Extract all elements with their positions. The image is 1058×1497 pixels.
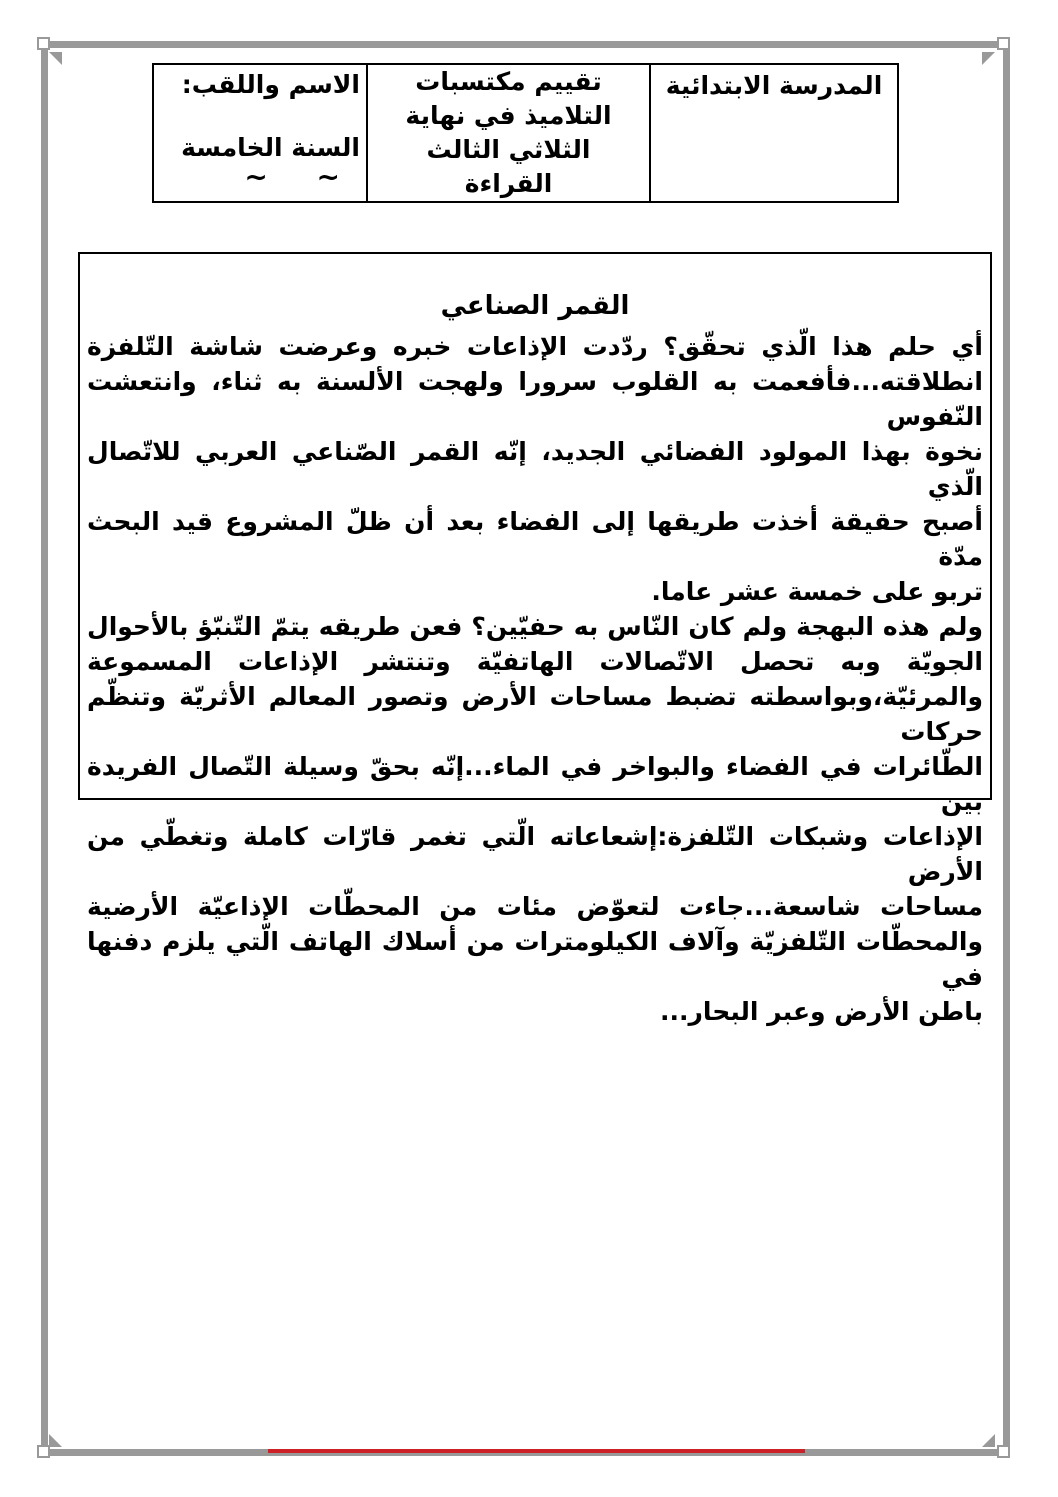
header-row bbox=[153, 64, 898, 202]
assessment-line-1: تقييم مكتسبات bbox=[415, 67, 602, 96]
reading-passage-box bbox=[78, 252, 992, 1026]
assessment-line-4: القراءة bbox=[464, 169, 553, 198]
passage-body bbox=[87, 329, 983, 1029]
passage-line: تربو على خمسة عشر عاما. bbox=[651, 577, 983, 606]
passage-title: القمر الصناعي bbox=[440, 291, 630, 321]
corner-square-top-left bbox=[37, 37, 50, 50]
passage-line: والمحطّات التّلفزيّة وآلاف الكيلومترات من أسلاك الهاتف الّتي يلزم دفنها في bbox=[87, 927, 983, 991]
passage-line: باطن الأرض وعبر البحار... bbox=[660, 997, 983, 1026]
corner-triangle-bottom-right bbox=[982, 1434, 995, 1447]
name-label: الاسم واللقب: bbox=[181, 70, 360, 99]
corner-triangle-top-left bbox=[49, 52, 62, 65]
passage-line: والمرئيّة،وبواسطته تضبط مساحات الأرض وتصور المعالم الأثريّة وتنظّم حركات bbox=[87, 682, 983, 746]
red-underline-rule bbox=[268, 1449, 805, 1453]
passage-line: مساحات شاسعة...جاءت لتعوّض مئات من المحطّات الإذاعيّة الأرضية bbox=[87, 892, 983, 921]
grade-label: السنة الخامسة bbox=[181, 133, 360, 162]
passage-line: ولم هذه البهجة ولم كان النّاس به حفيّين؟ فعن طريقه يتمّ التّنبّؤ بالأحوال bbox=[87, 612, 983, 641]
school-name: المدرسة الابتدائية bbox=[665, 71, 883, 100]
corner-triangle-top-right bbox=[982, 52, 995, 65]
assessment-line-3: الثلاثي الثالث bbox=[426, 135, 591, 164]
passage-line: الإذاعات وشبكات التّلفزة:إشعاعاته الّتي تغمر قارّات كاملة وتغطّي من الأرض bbox=[87, 822, 983, 886]
name-cell bbox=[153, 64, 367, 202]
passage-line: الطّائرات في الفضاء والبواخر في الماء...إنّه بحقّ وسيلة التّصال الفريدة بين bbox=[87, 752, 983, 816]
corner-square-top-right bbox=[997, 37, 1010, 50]
assessment-title-cell bbox=[367, 64, 650, 202]
header-table bbox=[152, 63, 899, 203]
passage-line: أي حلم هذا الّذي تحقّق؟ ردّدت الإذاعات خبره وعرضت شاشة التّلفزة bbox=[87, 332, 983, 361]
passage-line: انطلاقته...فأفعمت به القلوب سرورا ولهجت الألسنة به ثناء، وانتعشت النّفوس bbox=[87, 367, 983, 431]
corner-square-bottom-right bbox=[997, 1445, 1010, 1458]
school-cell bbox=[650, 64, 898, 202]
tilde-marks: ~ ~ bbox=[244, 160, 340, 193]
passage-line: الجويّة وبه تحصل الاتّصالات الهاتفيّة وتنتشر الإذاعات المسموعة bbox=[87, 647, 983, 676]
assessment-line-2: التلاميذ في نهاية bbox=[405, 101, 612, 130]
corner-triangle-bottom-left bbox=[49, 1434, 62, 1447]
passage-line: نخوة بهذا المولود الفضائي الجديد، إنّه القمر الصّناعي العربي للاتّصال الّذي bbox=[87, 437, 983, 501]
passage-line: أصبح حقيقة أخذت طريقها إلى الفضاء بعد أن ظلّ المشروع قيد البحث مدّة bbox=[87, 507, 983, 571]
